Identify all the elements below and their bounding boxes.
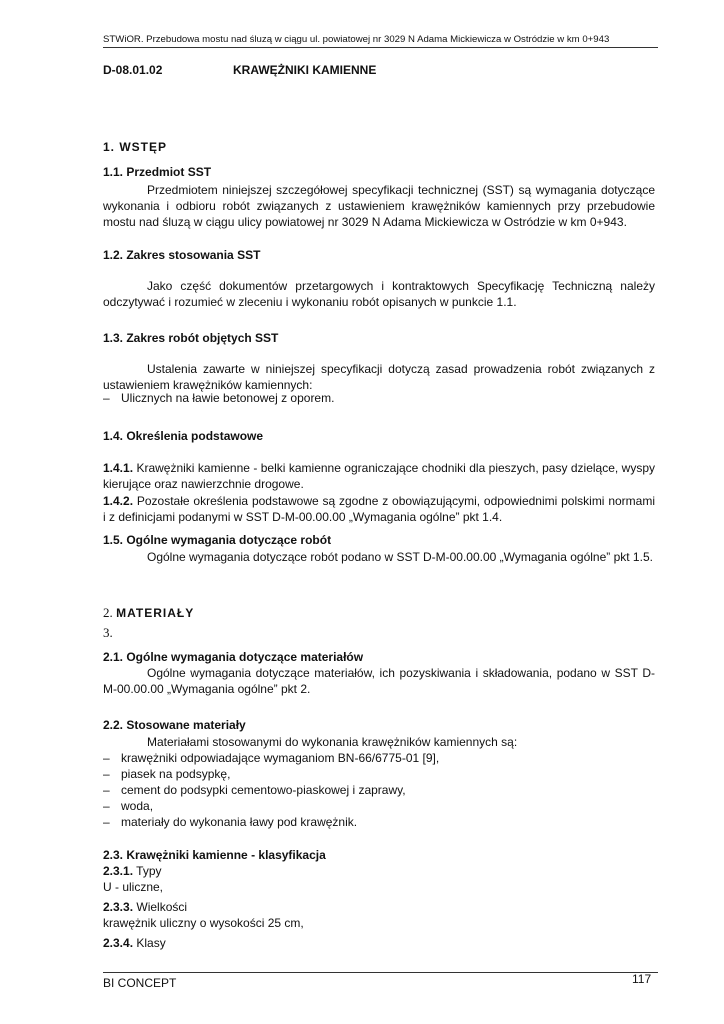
section-1-4-1 (103, 460, 655, 492)
bullet-dash: – (103, 783, 110, 797)
footer-company: BI CONCEPT (103, 976, 177, 990)
bullet-dash: – (103, 751, 110, 765)
spec-code: D-08.01.02 (103, 63, 163, 77)
section-1-1-heading: 1.1. Przedmiot SST (103, 165, 212, 179)
section-2-3-4-title: Klasy (136, 936, 166, 950)
header-rule (103, 47, 658, 48)
section-1-3-heading: 1.3. Zakres robót objętych SST (103, 331, 279, 345)
section-1-4-2-number: 1.4.2. (103, 494, 134, 508)
section-2-3-4-heading (103, 935, 655, 951)
list-item-text: krawężniki odpowiadające wymaganiom BN-66/6775-01 [9], (121, 751, 440, 765)
list-item (103, 390, 655, 406)
list-item (103, 798, 655, 814)
running-header: STWiOR. Przebudowa mostu nad śluzą w ciągu ul. powiatowej nr 3029 N Adama Mickiewicza w Ostródzie w km 0+943 (103, 34, 610, 45)
section-1-1-text: Przedmiotem niniejszej szczegółowej specyfikacji technicznej (SST) są wymagania dotyczące wykonania i odbioru robót związanych z ustawieniem krawężników kamiennych przy przebudowie mostu nad śluzą w ciągu ulicy powiatowej nr 3029 N Adama Mickiewicza w Ostródzie w km 0+943. (103, 183, 655, 229)
section-2-3-1-item: U - uliczne, (103, 880, 164, 894)
page-number: 117 (632, 972, 652, 986)
spec-title: KRAWĘŻNIKI KAMIENNE (233, 63, 377, 77)
bullet-dash: – (103, 799, 110, 813)
bullet-dash: – (103, 391, 110, 405)
section-2-3-3-text: krawężnik uliczny o wysokości 25 cm, (103, 916, 304, 930)
section-1-3-text: Ustalenia zawarte w niniejszej specyfikacji dotyczą zasad prowadzenia robót związanych z ustawieniem krawężników kamiennych: (103, 362, 655, 392)
bullet-dash: – (103, 767, 110, 781)
section-2-3-3-heading (103, 899, 655, 915)
section-1-2-heading: 1.2. Zakres stosowania SST (103, 248, 261, 262)
section-1-5-text: Ogólne wymagania dotyczące robót podano w SST D-M-00.00.00 „Wymagania ogólne” pkt 1.5. (147, 550, 653, 564)
section-2-3-1-heading (103, 863, 655, 879)
section-2-number: 2. (103, 605, 113, 620)
section-2-1-heading: 2.1. Ogólne wymagania dotyczące materiałów (103, 650, 364, 664)
list-item-text: cement do podsypki cementowo-piaskowej i zaprawy, (121, 783, 406, 797)
section-1-4-2 (103, 493, 655, 525)
section-2-3-4-number: 2.3.4. (103, 936, 134, 950)
list-item (103, 814, 655, 830)
section-1-4-heading: 1.4. Określenia podstawowe (103, 429, 264, 443)
section-2-3-3-title: Wielkości (136, 900, 188, 914)
list-item-text: materiały do wykonania ławy pod krawężnik. (121, 815, 358, 829)
list-item-text: Ulicznych na ławie betonowej z oporem. (121, 391, 335, 405)
section-2-title: MATERIAŁY (116, 606, 195, 620)
section-2-heading (103, 605, 655, 621)
footer-rule (103, 972, 658, 973)
section-3-number: 3. (103, 625, 113, 640)
list-item (103, 782, 655, 798)
section-2-2-heading: 2.2. Stosowane materiały (103, 718, 246, 732)
section-1-4-2-text: Pozostałe określenia podstawowe są zgodne z obowiązującymi, odpowiednimi polskimi normami i z definicjami podanymi w SST D-M-00.00.00 „Wymagania ogólne” pkt 1.4. (103, 494, 655, 524)
section-2-2-text: Materiałami stosowanymi do wykonania krawężników kamiennych są: (147, 735, 518, 749)
section-1-4-1-number: 1.4.1. (103, 461, 134, 475)
section-2-3-heading: 2.3. Krawężniki kamienne - klasyfikacja (103, 848, 326, 862)
list-item (103, 750, 655, 766)
list-item-text: woda, (121, 799, 154, 813)
section-1-5-heading: 1.5. Ogólne wymagania dotyczące robót (103, 533, 332, 547)
section-1-4-1-text: Krawężniki kamienne - belki kamienne ograniczające chodniki dla pieszych, pasy dzielące, wyspy kierujące oraz nawierzchnie drogowe. (103, 461, 655, 491)
bullet-dash: – (103, 815, 110, 829)
section-2-3-1-number: 2.3.1. (103, 864, 134, 878)
section-1-2-text: Jako część dokumentów przetargowych i kontraktowych Specyfikację Techniczną należy odczytywać i rozumieć w zleceniu i wykonaniu robót opisanych w punkcie 1.1. (103, 279, 655, 309)
section-2-3-1-title: Typy (136, 864, 162, 878)
section-1-heading: 1. WSTĘP (103, 140, 168, 154)
section-2-3-3-number: 2.3.3. (103, 900, 134, 914)
list-item (103, 766, 655, 782)
list-item-text: piasek na podsypkę, (121, 767, 231, 781)
section-2-1-text: Ogólne wymagania dotyczące materiałów, ich pozyskiwania i składowania, podano w SST D-M-00.00.00 „Wymagania ogólne” pkt 2. (103, 666, 655, 696)
